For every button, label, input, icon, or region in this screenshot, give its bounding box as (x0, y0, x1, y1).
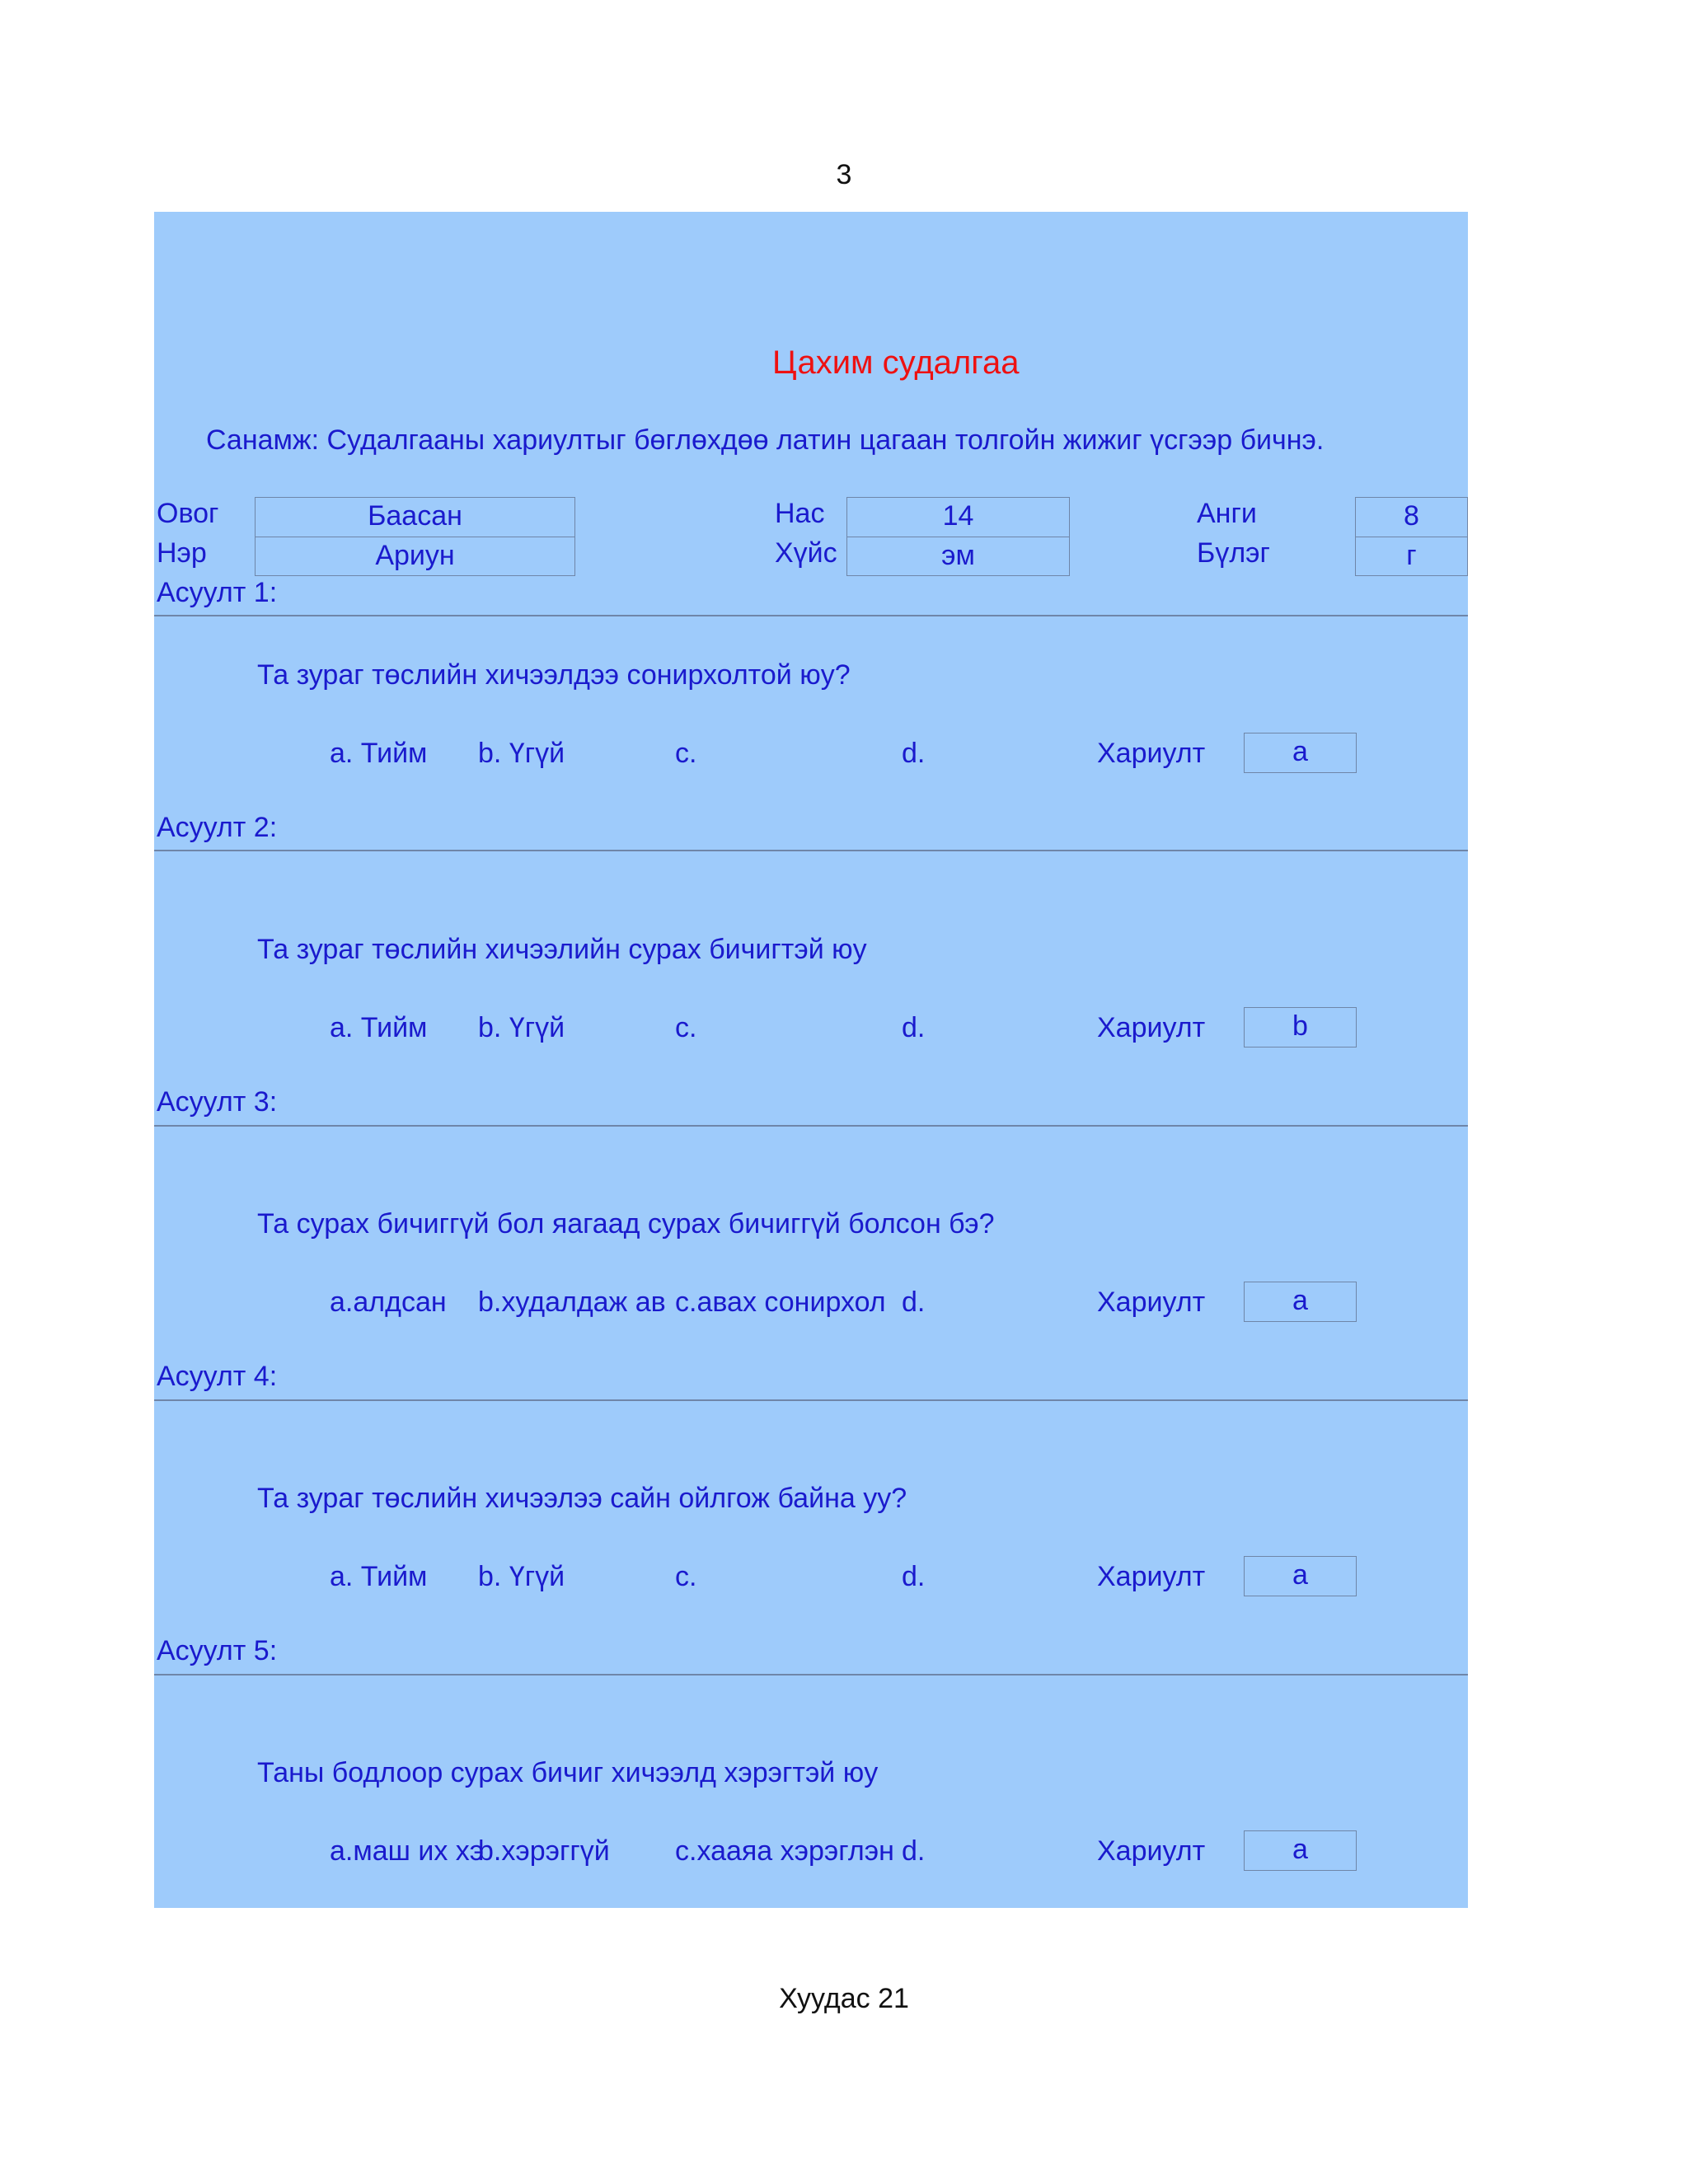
option-a: a.маш их хэ (330, 1835, 485, 1867)
answer-label: Хариулт (1097, 738, 1206, 769)
option-b: b.хэрэггүй (478, 1835, 610, 1867)
option-d: d. (902, 1286, 926, 1318)
question-label: Асуулт 4: (157, 1361, 278, 1392)
answer-label: Хариулт (1097, 1286, 1206, 1318)
group-label: Бүлэг (1197, 537, 1270, 569)
question-text: Та зураг төслийн хичээлийн сурах бичигтэй юу (257, 934, 867, 965)
question-label: Асуулт 2: (157, 812, 278, 843)
grade-field[interactable]: 8 (1355, 497, 1468, 537)
question-label: Асуулт 3: (157, 1086, 278, 1118)
gender-field[interactable]: эм (846, 537, 1070, 576)
option-b: b. Үгүй (478, 1561, 565, 1592)
last-name-field[interactable]: Баасан (255, 497, 575, 537)
question-label: Асуулт 5: (157, 1635, 278, 1666)
option-c: c.хааяа хэрэглэн (675, 1835, 894, 1867)
instruction-note: Санамж: Судалгааны хариултыг бөглөхдөө латин цагаан толгойн жижиг үсгээр бичнэ. (206, 424, 1325, 456)
question-text: Та сурах бичиггүй бол яагаад сурах бичиггүй болсон бэ? (257, 1208, 995, 1240)
option-c: c. (675, 1012, 697, 1043)
option-d: d. (902, 1561, 926, 1592)
answer-field[interactable]: a (1244, 1556, 1357, 1596)
survey-sheet (154, 212, 1468, 1908)
option-b: b.худалдаж ав (478, 1286, 666, 1318)
question-text: Та зураг төслийн хичээлдээ сонирхолтой юу? (257, 659, 851, 691)
divider (154, 850, 1468, 851)
grade-label: Анги (1197, 498, 1257, 529)
age-label: Нас (775, 498, 825, 529)
question-text: Таны бодлоор сурах бичиг хичээлд хэрэгтэй юу (257, 1757, 879, 1788)
first-name-field[interactable]: Ариун (255, 537, 575, 576)
option-a: a.алдсан (330, 1286, 447, 1318)
option-b: b. Үгүй (478, 1012, 565, 1043)
page-number: 3 (836, 159, 852, 190)
question-label: Асуулт 1: (157, 577, 278, 608)
option-b: b. Үгүй (478, 738, 565, 769)
option-d: d. (902, 1012, 926, 1043)
option-a: a. Тийм (330, 738, 428, 769)
survey-title: Цахим судалгаа (772, 344, 1020, 381)
answer-field[interactable]: a (1244, 733, 1357, 773)
option-a: a. Тийм (330, 1561, 428, 1592)
first-name-label: Нэр (157, 537, 207, 569)
gender-label: Хүйс (775, 537, 837, 569)
answer-label: Хариулт (1097, 1835, 1206, 1867)
answer-label: Хариулт (1097, 1561, 1206, 1592)
option-d: d. (902, 738, 926, 769)
option-c: c. (675, 738, 697, 769)
age-field[interactable]: 14 (846, 497, 1070, 537)
divider (154, 1399, 1468, 1401)
page-footer: Хуудас 21 (779, 1983, 909, 2014)
divider (154, 615, 1468, 616)
option-d: d. (902, 1835, 926, 1867)
divider (154, 1674, 1468, 1675)
group-field[interactable]: г (1355, 537, 1468, 576)
answer-field[interactable]: a (1244, 1830, 1357, 1871)
option-c: c. (675, 1561, 697, 1592)
answer-field[interactable]: b (1244, 1007, 1357, 1047)
answer-label: Хариулт (1097, 1012, 1206, 1043)
last-name-label: Овог (157, 498, 219, 529)
divider (154, 1125, 1468, 1127)
answer-field[interactable]: a (1244, 1282, 1357, 1322)
option-c: c.авах сонирхол (675, 1286, 886, 1318)
question-text: Та зураг төслийн хичээлээ сайн ойлгож байна уу? (257, 1483, 907, 1514)
option-a: a. Тийм (330, 1012, 428, 1043)
